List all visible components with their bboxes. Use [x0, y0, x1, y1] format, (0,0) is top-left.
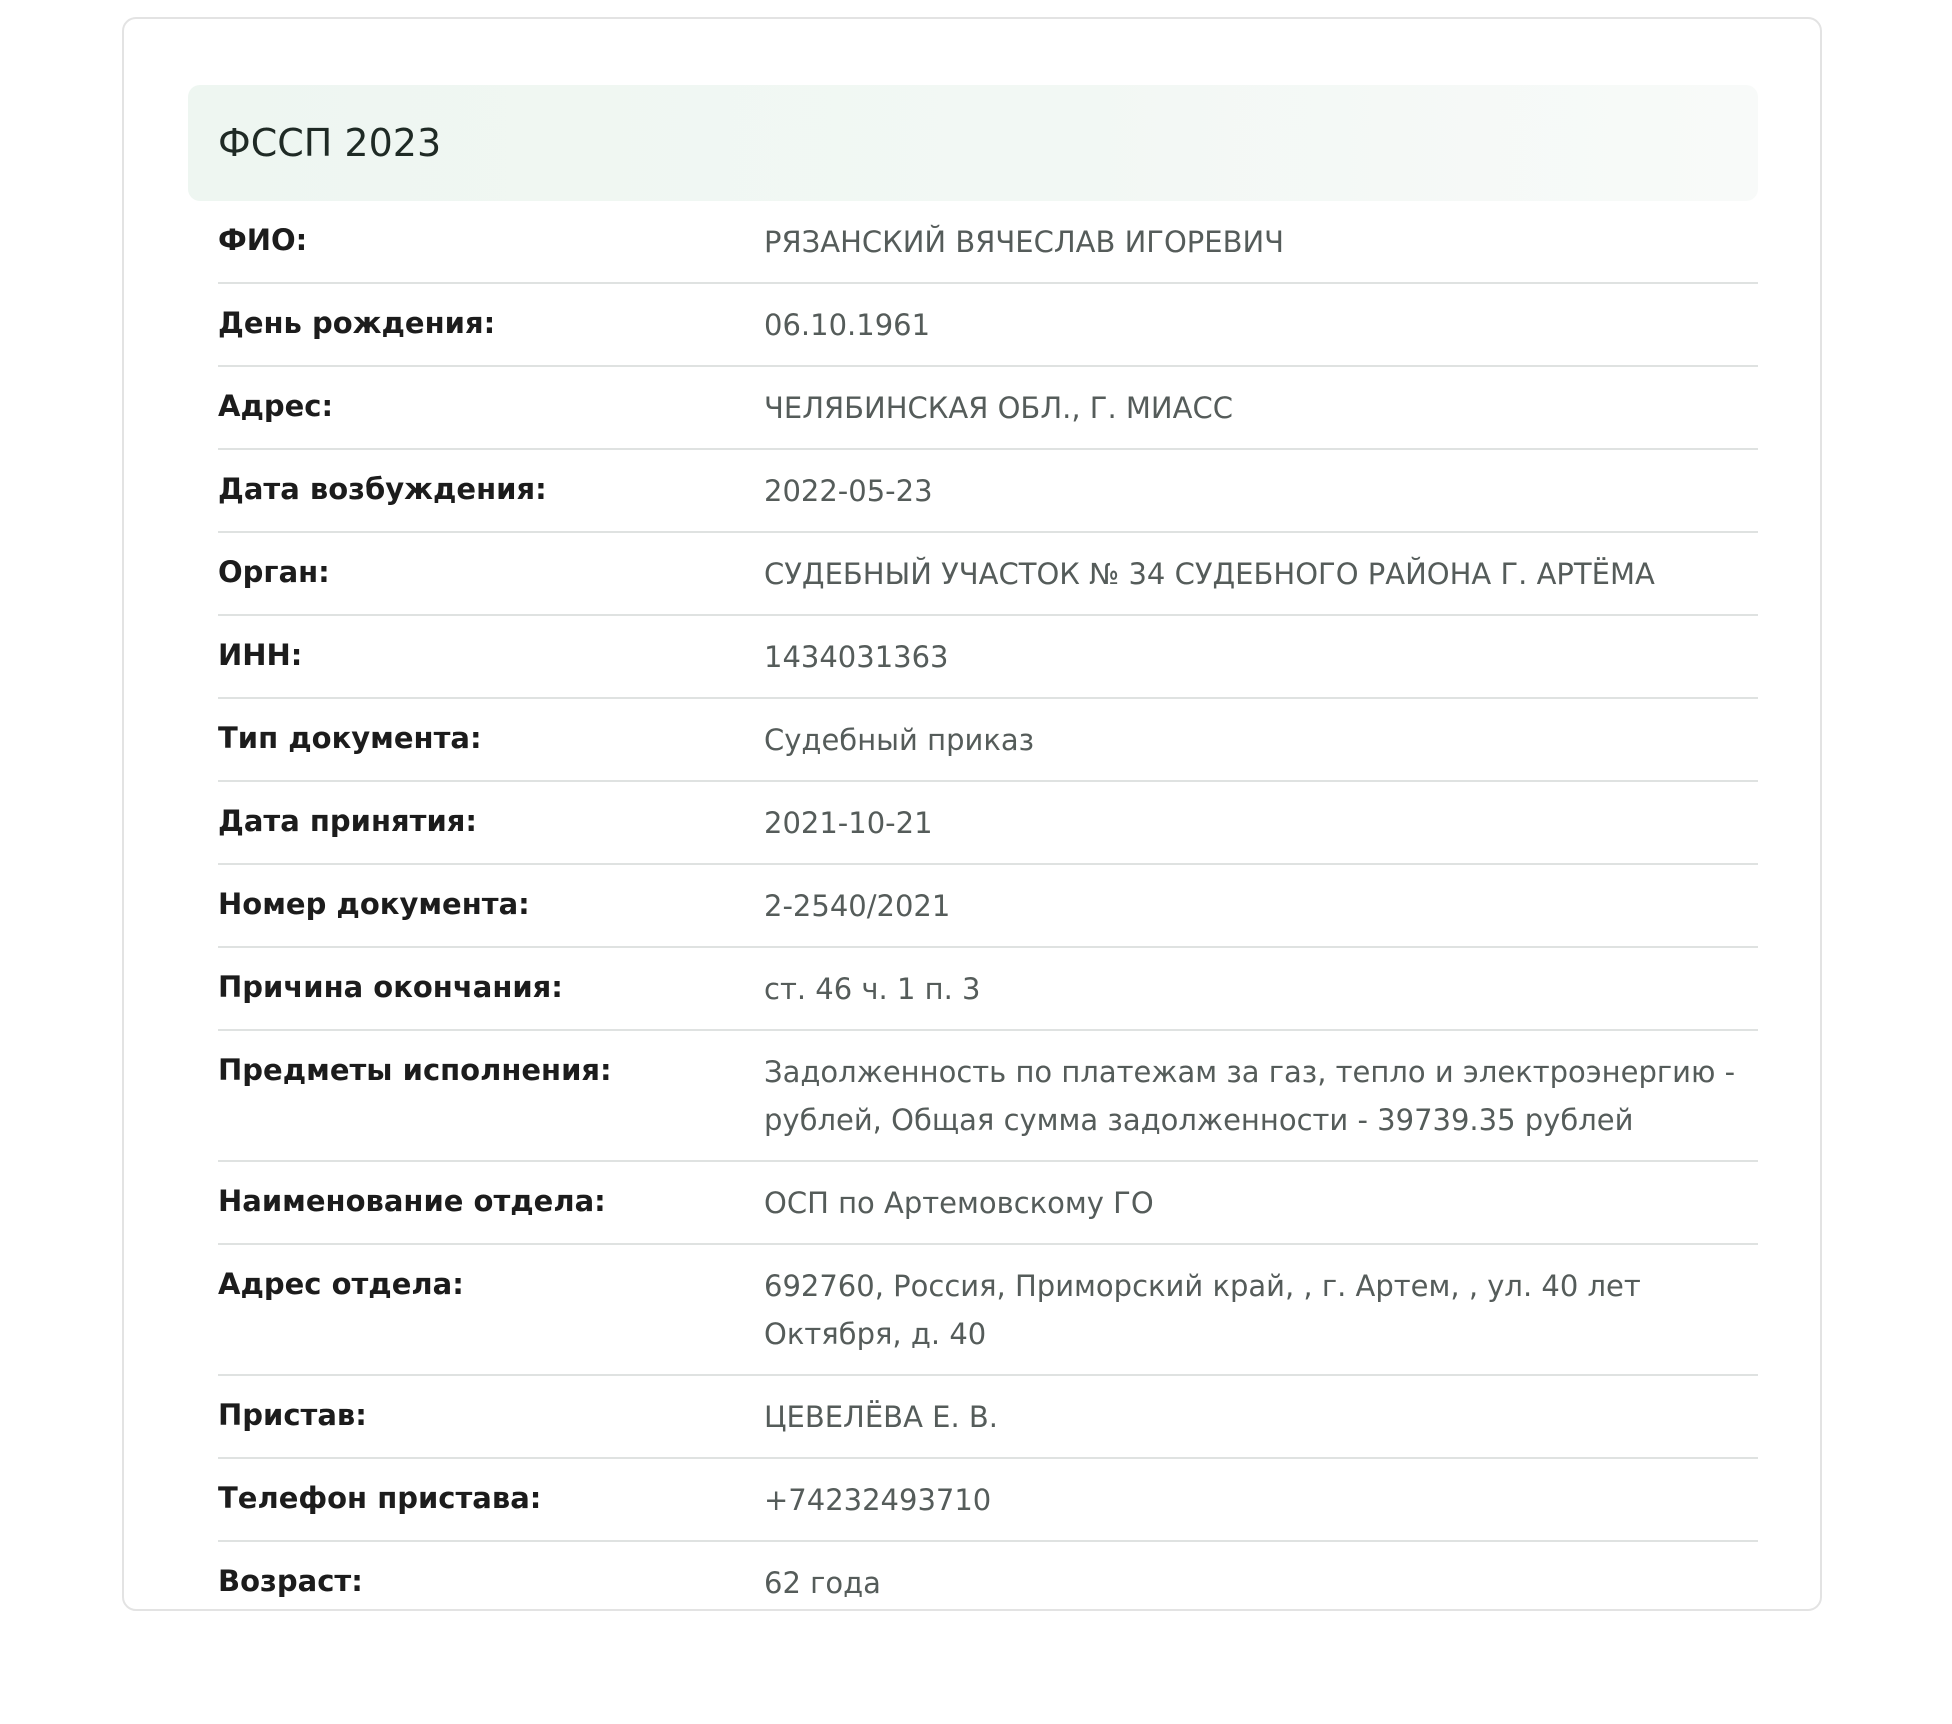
row-label: День рождения: — [218, 306, 496, 340]
row-execution-subjects — [218, 1031, 1758, 1162]
row-label: Адрес отдела: — [218, 1267, 464, 1301]
row-label: Адрес: — [218, 389, 334, 423]
row-termination-reason — [218, 948, 1758, 1031]
row-value: 2021-10-21 — [764, 806, 933, 840]
fssp-record-card — [122, 17, 1822, 1611]
row-label: Тип документа: — [218, 721, 482, 755]
row-birthday — [218, 284, 1758, 367]
row-value: ст. 46 ч. 1 п. 3 — [764, 972, 981, 1006]
row-label: Номер документа: — [218, 887, 530, 921]
row-value: Задолженность по платежам за газ, тепло и электроэнергию - рублей, Общая сумма задолженности - 39739.35 рублей — [764, 1055, 1736, 1137]
row-acceptance-date — [218, 782, 1758, 865]
row-value: СУДЕБНЫЙ УЧАСТОК № 34 СУДЕБНОГО РАЙОНА Г. АРТЁМА — [764, 557, 1655, 591]
row-label: ФИО: — [218, 223, 308, 257]
row-value: 2022-05-23 — [764, 474, 933, 508]
row-value: 1434031363 — [764, 640, 949, 674]
row-value: +74232493710 — [764, 1483, 992, 1517]
row-department-name — [218, 1162, 1758, 1245]
row-age — [218, 1542, 1758, 1623]
row-value: Судебный приказ — [764, 723, 1035, 757]
row-initiation-date — [218, 450, 1758, 533]
row-value: ОСП по Артемовскому ГО — [764, 1186, 1154, 1220]
row-value: ЦЕВЕЛЁВА Е. В. — [764, 1400, 999, 1434]
row-label: Орган: — [218, 555, 330, 589]
row-label: Предметы исполнения: — [218, 1053, 612, 1087]
row-document-number — [218, 865, 1758, 948]
row-full-name — [218, 201, 1758, 284]
row-address — [218, 367, 1758, 450]
card-title: ФССП 2023 — [218, 121, 442, 165]
card-header — [188, 85, 1758, 201]
details-table — [218, 201, 1758, 1623]
row-label: Дата возбуждения: — [218, 472, 547, 506]
row-document-type — [218, 699, 1758, 782]
row-label: Возраст: — [218, 1564, 363, 1598]
row-department-address — [218, 1245, 1758, 1376]
row-value: ЧЕЛЯБИНСКАЯ ОБЛ., Г. МИАСС — [764, 391, 1233, 425]
row-label: Причина окончания: — [218, 970, 563, 1004]
row-inn — [218, 616, 1758, 699]
row-bailiff-phone — [218, 1459, 1758, 1542]
row-label: Телефон пристава: — [218, 1481, 542, 1515]
row-value: 06.10.1961 — [764, 308, 931, 342]
row-bailiff — [218, 1376, 1758, 1459]
row-label: Пристав: — [218, 1398, 367, 1432]
row-value: 62 года — [764, 1566, 881, 1600]
row-label: ИНН: — [218, 638, 303, 672]
row-value: 692760, Россия, Приморский край, , г. Артем, , ул. 40 лет Октября, д. 40 — [764, 1269, 1641, 1351]
row-label: Дата принятия: — [218, 804, 477, 838]
row-authority — [218, 533, 1758, 616]
row-value: 2-2540/2021 — [764, 889, 951, 923]
row-label: Наименование отдела: — [218, 1184, 606, 1218]
row-value: РЯЗАНСКИЙ ВЯЧЕСЛАВ ИГОРЕВИЧ — [764, 225, 1285, 259]
